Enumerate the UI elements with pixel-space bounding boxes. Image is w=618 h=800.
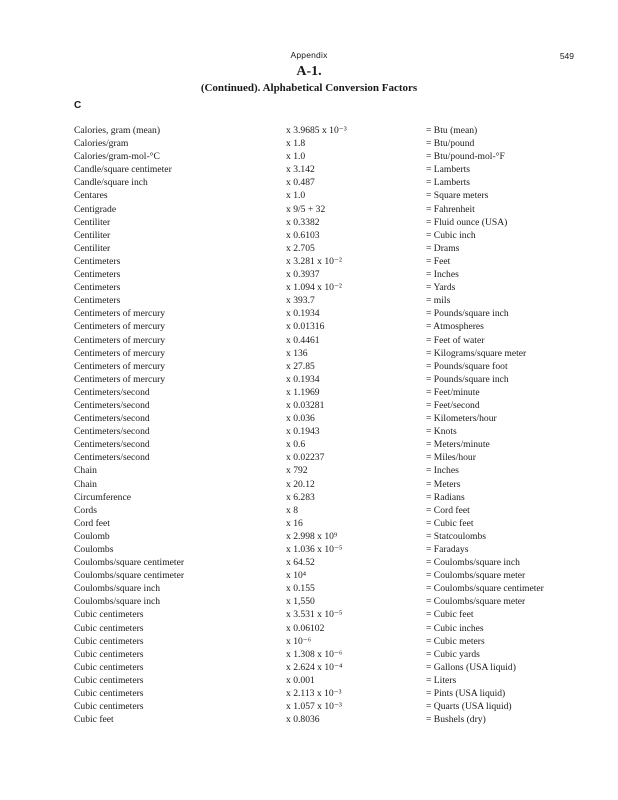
result-cell: = Btu/pound [426, 138, 475, 150]
unit-cell: Centimeters of mercury [74, 373, 166, 385]
table-row [74, 635, 594, 648]
unit-cell: Centiliter [74, 242, 111, 254]
result-cell: = Coulombs/square meter [426, 596, 526, 608]
result-cell: = Inches [426, 269, 459, 281]
result-cell: = Feet of water [426, 334, 485, 346]
unit-cell: Coulomb [74, 530, 110, 542]
table-row [74, 386, 594, 399]
table-row [74, 543, 594, 556]
factor-cell: x 9/5 + 32 [286, 203, 326, 215]
table-row [74, 399, 594, 412]
page-number: 549 [559, 51, 574, 61]
result-cell: = Pounds/square inch [426, 373, 509, 385]
factor-cell: x 20.12 [286, 478, 315, 490]
unit-cell: Centimeters [74, 255, 121, 267]
table-row [74, 360, 594, 373]
table-row [74, 294, 594, 307]
unit-cell: Calories/gram-mol-°C [74, 151, 160, 163]
table-row [74, 438, 594, 451]
result-cell: = mils [426, 295, 451, 307]
factor-cell: x 2.113 x 10⁻³ [286, 688, 342, 700]
result-cell: = Cubic meters [426, 635, 485, 647]
factor-cell: x 2.624 x 10⁻⁴ [286, 661, 343, 673]
table-number: A-1. [296, 64, 322, 79]
table-row [74, 281, 594, 294]
result-cell: = Btu (mean) [426, 125, 478, 136]
unit-cell: Centimeters [74, 269, 121, 281]
unit-cell: Chain [74, 465, 97, 477]
result-cell: = Pounds/square inch [426, 308, 509, 320]
table-row [74, 334, 594, 347]
factor-cell: x 16 [286, 517, 303, 529]
result-cell: = Yards [426, 282, 456, 294]
unit-cell: Centimeters [74, 295, 121, 307]
table-row [74, 425, 594, 438]
factor-cell: x 0.1943 [286, 426, 320, 438]
result-cell: = Cord feet [426, 504, 470, 516]
table-row [74, 176, 594, 189]
result-cell: = Gallons (USA liquid) [426, 661, 516, 673]
factor-cell: x 0.03281 [286, 399, 325, 411]
result-cell: = Fluid ounce (USA) [426, 216, 508, 228]
result-cell: = Meters/minute [426, 439, 490, 451]
factor-cell: x 27.85 [286, 360, 315, 372]
unit-cell: Centigrade [74, 203, 117, 215]
factor-cell: x 3.281 x 10⁻² [286, 255, 342, 267]
unit-cell: Coulombs/square inch [74, 583, 161, 595]
factor-cell: x 0.4461 [286, 334, 320, 346]
result-cell: = Coulombs/square meter [426, 570, 526, 582]
result-cell: = Cubic feet [426, 517, 474, 529]
result-cell: = Bushels (dry) [426, 714, 486, 726]
unit-cell: Circumference [74, 491, 131, 503]
table-row [74, 661, 594, 674]
factor-cell: x 2.705 [286, 242, 315, 254]
factor-cell: x 1,550 [286, 596, 315, 608]
table-row [74, 504, 594, 517]
result-cell: = Pounds/square foot [426, 360, 508, 372]
unit-cell: Centimeters/second [74, 452, 150, 464]
factor-cell: x 0.06102 [286, 622, 325, 634]
table-row [74, 478, 594, 491]
factor-cell: x 10⁻⁶ [286, 635, 312, 647]
result-cell: = Cubic inch [426, 229, 476, 241]
unit-cell: Cubic centimeters [74, 688, 144, 700]
table-row [74, 268, 594, 281]
factor-cell: x 393.7 [286, 295, 315, 307]
table-row [74, 229, 594, 242]
factor-cell: x 0.155 [286, 583, 315, 595]
result-cell: = Kilometers/hour [426, 413, 497, 425]
result-cell: = Square meters [426, 190, 489, 202]
table-row [74, 320, 594, 333]
table-row [74, 648, 594, 661]
unit-cell: Cords [74, 504, 97, 516]
table-row [74, 556, 594, 569]
factor-cell: x 3.142 [286, 164, 315, 176]
factor-cell: x 1.036 x 10⁻⁵ [286, 544, 343, 555]
unit-cell: Centimeters of mercury [74, 360, 166, 372]
table-row [74, 608, 594, 621]
factor-cell: x 3.531 x 10⁻⁵ [286, 609, 343, 621]
factor-cell: x 10⁴ [286, 570, 307, 582]
result-cell: = Cubic inches [426, 622, 484, 634]
factor-cell: x 0.1934 [286, 308, 320, 320]
factor-cell: x 0.02237 [286, 452, 325, 464]
result-cell: = Lamberts [426, 177, 471, 189]
factor-cell: x 0.6 [286, 439, 306, 451]
unit-cell: Cubic centimeters [74, 622, 144, 634]
unit-cell: Centimeters/second [74, 399, 150, 411]
unit-cell: Cord feet [74, 517, 110, 529]
table-row [74, 150, 594, 163]
factor-cell: x 1.094 x 10⁻² [286, 282, 342, 294]
factor-cell: x 792 [286, 465, 308, 477]
unit-cell: Centimeters of mercury [74, 321, 166, 333]
table-row [74, 347, 594, 360]
factor-cell: x 0.001 [286, 674, 315, 686]
result-cell: = Btu/pound-mol-°F [426, 151, 505, 163]
table-title: (Continued). Alphabetical Conversion Factors [200, 82, 418, 94]
table-row [74, 582, 594, 595]
result-cell: = Cubic feet [426, 609, 474, 621]
factor-cell: x 2.998 x 10⁹ [286, 530, 338, 542]
unit-cell: Cubic centimeters [74, 635, 144, 647]
factor-cell: x 64.52 [286, 557, 315, 569]
table-row [74, 451, 594, 464]
result-cell: = Atmospheres [426, 321, 484, 333]
result-cell: = Knots [426, 426, 457, 438]
result-cell: = Cubic yards [426, 648, 480, 660]
factor-cell: x 0.3382 [286, 216, 320, 228]
table-row [74, 569, 594, 582]
unit-cell: Candle/square inch [74, 177, 148, 189]
table-row [74, 163, 594, 176]
unit-cell: Candle/square centimeter [74, 164, 172, 176]
unit-cell: Coulombs/square centimeter [74, 570, 185, 582]
table-row [74, 622, 594, 635]
unit-cell: Chain [74, 478, 97, 490]
table-row [74, 595, 594, 608]
unit-cell: Centiliter [74, 229, 111, 241]
unit-cell: Calories/gram [74, 138, 129, 150]
unit-cell: Cubic centimeters [74, 674, 144, 686]
unit-cell: Centimeters of mercury [74, 308, 166, 320]
factor-cell: x 1.308 x 10⁻⁶ [286, 648, 343, 660]
result-cell: = Feet/minute [426, 386, 480, 398]
unit-cell: Coulombs [74, 544, 114, 555]
unit-cell: Cubic centimeters [74, 661, 144, 673]
result-cell: = Faradays [426, 544, 469, 555]
table-row [74, 255, 594, 268]
factor-cell: x 0.487 [286, 177, 315, 189]
unit-cell: Coulombs/square centimeter [74, 557, 185, 569]
result-cell: = Quarts (USA liquid) [426, 701, 512, 713]
factor-cell: x 0.036 [286, 413, 315, 425]
result-cell: = Drams [426, 242, 460, 254]
table-row [74, 124, 594, 137]
result-cell: = Liters [426, 674, 457, 686]
table-row [74, 517, 594, 530]
factor-cell: x 1.057 x 10⁻³ [286, 701, 342, 713]
factor-cell: x 6.283 [286, 491, 315, 503]
table-row [74, 713, 594, 726]
factor-cell: x 1.1969 [286, 386, 320, 398]
unit-cell: Centimeters/second [74, 413, 150, 425]
conversion-table [74, 124, 594, 726]
result-cell: = Kilograms/square meter [426, 347, 527, 359]
table-row [74, 687, 594, 700]
result-cell: = Inches [426, 465, 459, 477]
factor-cell: x 1.0 [286, 151, 306, 163]
unit-cell: Centimeters/second [74, 426, 150, 438]
factor-cell: x 1.0 [286, 190, 306, 202]
result-cell: = Pints (USA liquid) [426, 688, 506, 700]
factor-cell: x 1.8 [286, 138, 306, 150]
table-row [74, 242, 594, 255]
unit-cell: Cubic centimeters [74, 701, 144, 713]
table-row [74, 412, 594, 425]
factor-cell: x 3.9685 x 10⁻³ [286, 125, 347, 136]
table-row [74, 674, 594, 687]
table-row [74, 307, 594, 320]
table-row [74, 373, 594, 386]
unit-cell: Cubic centimeters [74, 609, 144, 621]
table-row [74, 203, 594, 216]
result-cell: = Radians [426, 491, 465, 503]
factor-cell: x 0.6103 [286, 229, 320, 241]
unit-cell: Centimeters of mercury [74, 347, 166, 359]
factor-cell: x 8 [286, 504, 298, 516]
result-cell: = Coulombs/square inch [426, 557, 520, 569]
factor-cell: x 0.1934 [286, 373, 320, 385]
factor-cell: x 0.3937 [286, 269, 320, 281]
unit-cell: Calories, gram (mean) [74, 125, 161, 136]
result-cell: = Miles/hour [426, 452, 476, 464]
table-row [74, 189, 594, 202]
factor-cell: x 0.01316 [286, 321, 325, 333]
result-cell: = Lamberts [426, 164, 471, 176]
result-cell: = Coulombs/square centimeter [426, 583, 544, 595]
result-cell: = Statcoulombs [426, 530, 487, 542]
result-cell: = Meters [426, 478, 461, 490]
unit-cell: Centares [74, 190, 108, 202]
running-head: Appendix [290, 50, 328, 60]
table-row [74, 491, 594, 504]
factor-cell: x 0.8036 [286, 714, 320, 726]
table-row [74, 700, 594, 713]
table-row [74, 216, 594, 229]
unit-cell: Cubic centimeters [74, 648, 144, 660]
unit-cell: Centimeters/second [74, 439, 150, 451]
unit-cell: Centimeters/second [74, 386, 150, 398]
unit-cell: Cubic feet [74, 714, 114, 726]
result-cell: = Fahrenheit [426, 203, 475, 215]
section-letter: C [74, 100, 82, 111]
table-row [74, 464, 594, 477]
table-row [74, 137, 594, 150]
result-cell: = Feet [426, 255, 451, 267]
unit-cell: Centiliter [74, 216, 111, 228]
unit-cell: Centimeters of mercury [74, 334, 166, 346]
table-row [74, 530, 594, 543]
result-cell: = Feet/second [426, 399, 480, 411]
unit-cell: Centimeters [74, 282, 121, 294]
factor-cell: x 136 [286, 347, 308, 359]
unit-cell: Coulombs/square inch [74, 596, 161, 608]
